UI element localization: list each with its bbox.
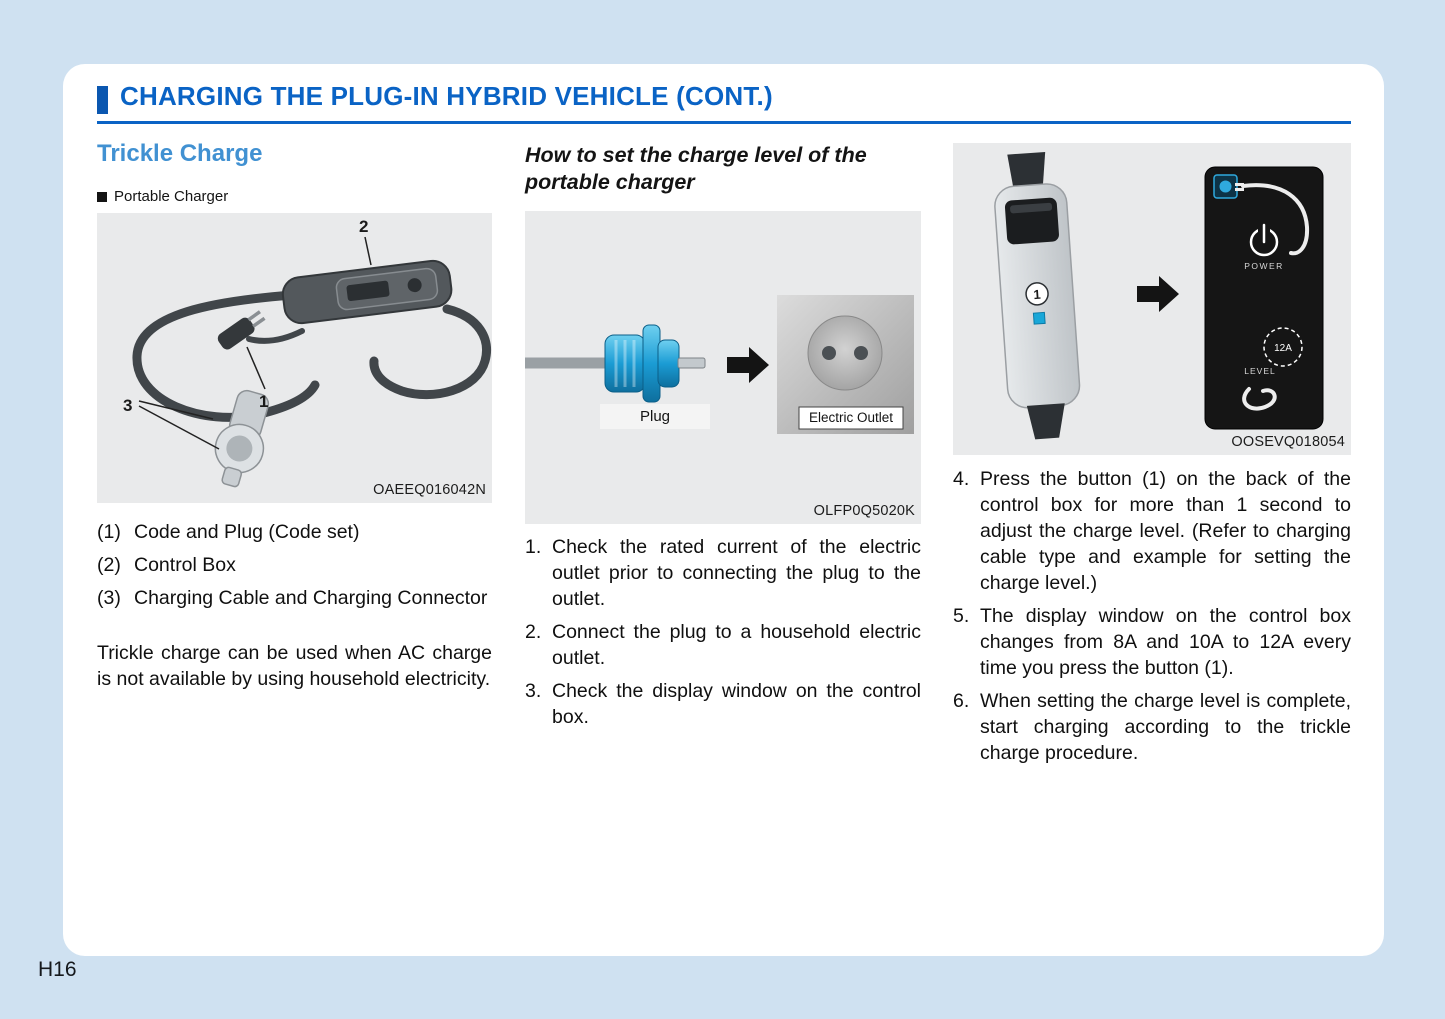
black-square-icon [97, 192, 107, 202]
control-box [281, 259, 453, 325]
portable-charger-figure [97, 213, 492, 503]
steps-4-6 [953, 466, 1351, 766]
portable-charger-illustration [97, 213, 492, 503]
charge-level-button [1033, 312, 1045, 324]
power-label: POWER [1244, 261, 1284, 271]
figure-code: OOSEVQ018054 [1231, 434, 1345, 450]
level-amps: 12A [1274, 343, 1292, 354]
step-number: 1. [525, 536, 542, 558]
legend-item-text: Control Box [134, 554, 236, 576]
control-box-section [953, 143, 1351, 773]
charge-level-section [525, 142, 921, 737]
trickle-charge-section [97, 140, 492, 692]
step-item [525, 678, 921, 730]
step-text: Connect the plug to a household electric outlet. [552, 621, 921, 669]
step-item [525, 619, 921, 671]
legend-item-number: (1) [97, 521, 121, 543]
step-number: 4. [953, 468, 970, 490]
legend-item [97, 585, 492, 611]
control-box-illustration [953, 143, 1351, 455]
legend-item [97, 519, 492, 545]
step-number: 2. [525, 621, 542, 643]
arrow-right-icon [727, 347, 769, 383]
level-label: LEVEL [1244, 366, 1276, 376]
control-box-figure [953, 143, 1351, 455]
header-accent-bar [97, 86, 108, 114]
step-text: When setting the charge level is complete, start charging according to the trickle charge procedure. [980, 690, 1351, 764]
callout-3: 3 [123, 396, 133, 415]
step-number: 3. [525, 680, 542, 702]
section-heading-trickle-charge: Trickle Charge [97, 140, 263, 167]
plug-cord [249, 331, 302, 341]
page-title: CHARGING THE PLUG-IN HYBRID VEHICLE (CONT.) [120, 81, 773, 111]
legend-item-text: Charging Cable and Charging Connector [134, 587, 488, 609]
manual-page [63, 64, 1384, 956]
legend-item-number: (2) [97, 554, 121, 576]
legend-list [97, 519, 492, 611]
plug [605, 325, 705, 402]
figure-code: OAEEQ016042N [373, 482, 486, 498]
step-text: Press the button (1) on the back of the control box for more than 1 second to adjust the charge level. (Refer to charging cable type and example for setting the charge level.) [980, 468, 1351, 594]
steps-1-3 [525, 534, 921, 730]
legend-item-number: (3) [97, 587, 121, 609]
step-text: Check the rated current of the electric outlet prior to connecting the plug to the outlet. [552, 536, 921, 610]
charging-cable-right [374, 309, 487, 395]
figure-caption [97, 188, 492, 205]
callout-2: 2 [359, 217, 369, 236]
legend-item-text: Code and Plug (Code set) [134, 521, 360, 543]
plug-outlet-illustration [525, 211, 921, 524]
step-item [953, 688, 1351, 766]
trickle-charge-paragraph: Trickle charge can be used when AC charge is not available by using household electricity. [97, 642, 492, 690]
plug-label: Plug [639, 408, 671, 425]
legend-item [97, 552, 492, 578]
step-item [525, 534, 921, 612]
section-heading-charge-level: How to set the charge level of the portable charger [525, 143, 867, 194]
figure-caption-label: Portable Charger [114, 188, 229, 205]
outlet-label: Electric Outlet [808, 410, 894, 425]
callout-2-line [365, 237, 371, 265]
step-text: Check the display window on the control box. [552, 680, 921, 728]
arrow-right-icon [1137, 276, 1179, 312]
figure-code: OLFP0Q5020K [813, 503, 915, 519]
header-rule [97, 121, 1351, 124]
plug-outlet-figure [525, 211, 921, 524]
control-box-device [991, 151, 1083, 441]
household-plug [215, 308, 267, 352]
callout-1: 1 [1032, 286, 1042, 303]
callout-1-line [247, 347, 265, 389]
display-window-panel [1205, 167, 1323, 429]
step-text: The display window on the control box changes from 8A and 10A to 12A every time you press the button (1). [980, 605, 1351, 679]
step-number: 5. [953, 605, 970, 627]
page-number: H16 [38, 958, 77, 981]
callout-1: 1 [259, 392, 269, 411]
step-item [953, 466, 1351, 596]
step-number: 6. [953, 690, 970, 712]
step-item [953, 603, 1351, 681]
